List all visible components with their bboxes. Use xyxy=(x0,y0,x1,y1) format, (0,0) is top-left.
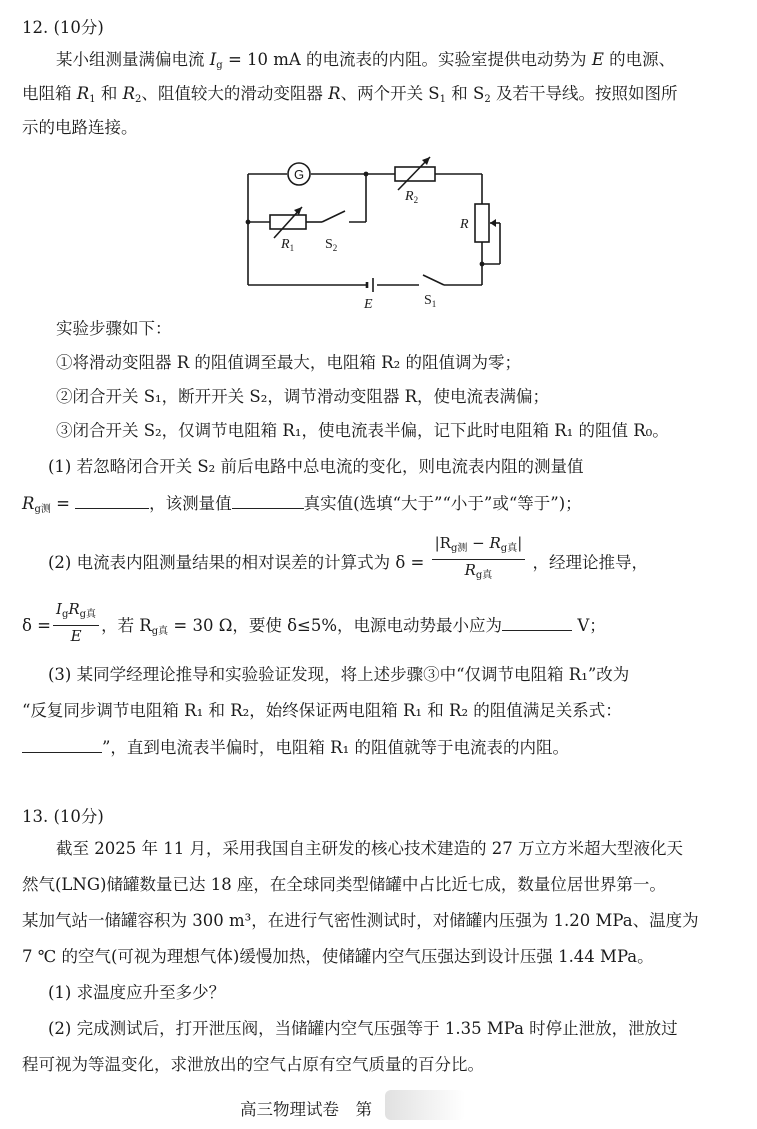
part3-line2: “反复同步调节电阻箱 R₁ 和 R₂，始终保证两电阻箱 R₁ 和 R₂ 的阻值满足关系式： xyxy=(22,701,622,720)
switch-s2 xyxy=(322,211,345,222)
r2-resistor xyxy=(395,167,435,181)
switch-s1 xyxy=(423,275,444,285)
label-r2: $R_2$ xyxy=(405,189,419,205)
q13-part1: (1) 求温度应升至多少？ xyxy=(48,983,226,1002)
image-smudge xyxy=(385,1090,465,1120)
part2-line2: δ = $\frac{I_gR_{g真}}{E}$ ，若 $R_{g真} = 30$ Ω，要使 δ≤5%，电源电动势最小应为 V； xyxy=(22,600,606,645)
step-3: ③闭合开关 S₂，仅调节电阻箱 R₁，使电流表半偏，记下此时电阻箱 R₁ 的阻值 R₀。 xyxy=(56,421,669,440)
q13-line2: 然气(LNG)储罐数量已达 18 座，在全球同类型储罐中占比近七成，数量位居世界第一。 xyxy=(22,875,666,894)
rheostat-r xyxy=(475,204,489,242)
q13-line3: 某加气站一储罐容积为 300 m³，在进行气密性测试时，对储罐内压强为 1.20 MPa、温度为 xyxy=(22,911,699,930)
q12-intro-line1: 某小组测量满偏电流 $I_g = 10$ mA 的电流表的内阻。实验室提供电动势为 E 的电源、 xyxy=(56,50,676,71)
q13-line4: 7 ℃ 的空气(可视为理想气体)缓慢加热，使储罐内空气压强达到设计压强 1.44 MPa。 xyxy=(22,947,654,966)
answer-blank-emf[interactable] xyxy=(502,614,572,631)
label-r1: $R_1$ xyxy=(281,237,295,253)
label-g: G xyxy=(293,167,305,182)
answer-blank-compare[interactable] xyxy=(232,492,304,509)
part3-line1: (3) 某同学经理论推导和实验验证发现，将上述步骤③中“仅调节电阻箱 R₁”改为 xyxy=(48,665,630,684)
answer-blank-rg[interactable] xyxy=(75,492,149,509)
junction-dot xyxy=(246,220,251,225)
part3-line3: ”，直到电流表半偏时，电阻箱 R₁ 的阻值就等于电流表的内阻。 xyxy=(22,736,740,759)
circuit-diagram xyxy=(230,152,520,312)
part2-line1: (2) 电流表内阻测量结果的相对误差的计算式为 δ = $\frac{|R_{g测} - R_{g真}|}{R_{g真}}$ ，经理论推导， xyxy=(48,538,757,589)
step-2: ②闭合开关 S₁，断开开关 S₂，调节滑动变阻器 R，使电流表满偏； xyxy=(56,387,549,406)
label-e: E xyxy=(364,297,373,312)
page-footer: 高三物理试卷 第 xyxy=(240,1100,372,1119)
q13-header: 13. (10分) xyxy=(22,807,104,826)
delta-formula-fraction: $\frac{I_gR_{g真}}{E}$ xyxy=(53,600,99,645)
part1-line1: (1) 若忽略闭合开关 S₂ 前后电路中总电流的变化，则电流表内阻的测量值 xyxy=(48,457,584,476)
q12-header: 12. (10分) xyxy=(22,18,104,37)
answer-blank-relation[interactable] xyxy=(22,736,102,753)
q12-intro-line2: 电阻箱 $R_1$ 和 $R_2$、阻值较大的滑动变阻器 R、两个开关 $S_1$ 和 $S_2$ 及若干导线。按照如图所 xyxy=(22,84,678,105)
q13-line1: 截至 2025 年 11 月，采用我国自主研发的核心技术建造的 27 万立方米超大型液化天 xyxy=(56,839,683,858)
relative-error-fraction: $\frac{|R_{g测} - R_{g真}|}{R_{g真}}$ xyxy=(432,534,526,585)
label-r: R xyxy=(460,217,469,232)
label-s1: $S_1$ xyxy=(424,293,437,309)
part1-line2: $R_{g测}$ = ，该测量值 真实值(选填“大于”“小于”或“等于”)； xyxy=(22,494,582,515)
q13-part2-line2: 程可视为等温变化，求泄放出的空气占原有空气质量的百分比。 xyxy=(22,1055,484,1074)
steps-title: 实验步骤如下： xyxy=(56,319,172,338)
junction-dot xyxy=(480,262,485,267)
q13-part2-line1: (2) 完成测试后，打开泄压阀，当储罐内空气压强等于 1.35 MPa 时停止泄放，泄放过 xyxy=(48,1019,678,1038)
label-s2: $S_2$ xyxy=(325,237,338,253)
junction-dot xyxy=(364,172,369,177)
q12-intro-line3: 示的电路连接。 xyxy=(22,118,138,137)
step-1: ①将滑动变阻器 R 的阻值调至最大，电阻箱 R₂ 的阻值调为零； xyxy=(56,353,521,372)
